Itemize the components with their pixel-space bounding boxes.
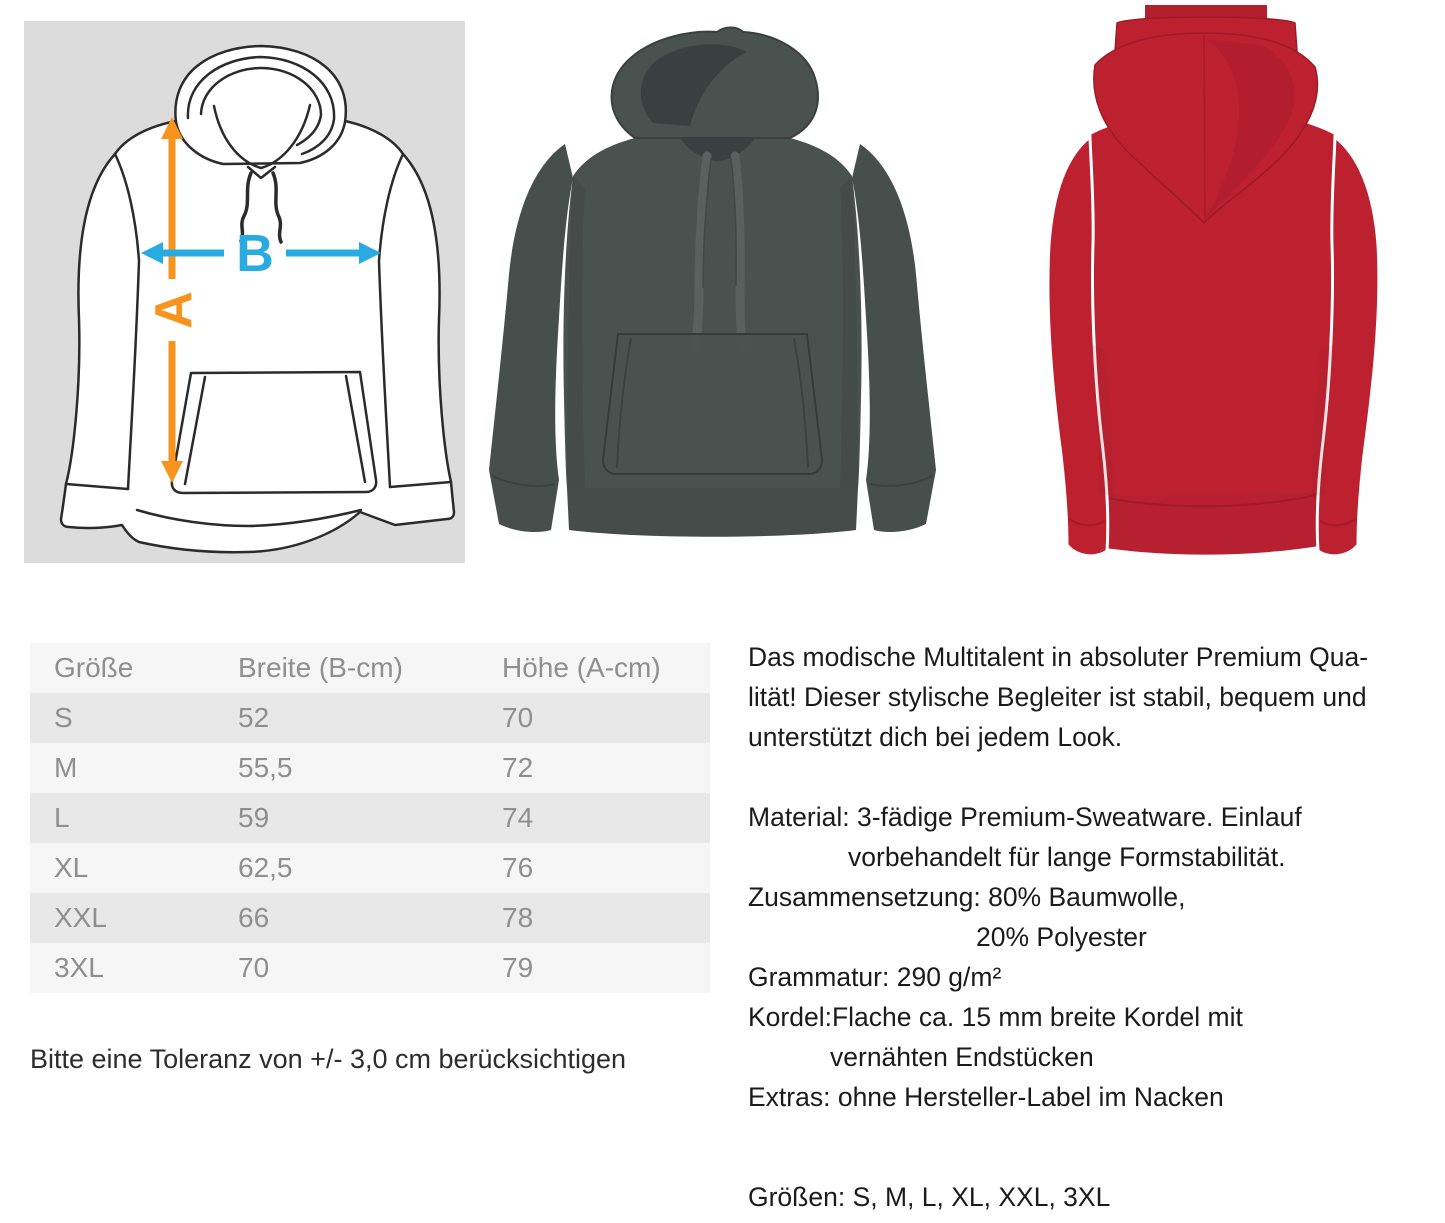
table-row <box>30 943 710 993</box>
description-line: Kordel:Flache ca. 15 mm breite Kordel mit <box>748 1002 1243 1032</box>
size-table-header-row <box>30 643 710 693</box>
table-cell: 72 <box>502 752 534 783</box>
table-cell: XL <box>54 852 89 883</box>
description-blank-line <box>748 1117 1410 1157</box>
table-cell: 79 <box>502 952 534 983</box>
table-header-cell: Höhe (A-cm) <box>502 652 661 683</box>
height-label-a: A <box>145 291 203 329</box>
description-line: Extras: ohne Hersteller-Label im Nacken <box>748 1082 1224 1112</box>
table-cell: 59 <box>238 802 270 833</box>
hoodie-front-illustration <box>485 18 940 563</box>
hoodie-back-photo <box>995 5 1430 570</box>
table-header-cell: Größe <box>54 652 134 683</box>
description-line: Grammatur: 290 g/m² <box>748 962 1002 992</box>
table-cell: 74 <box>502 802 534 833</box>
width-label-b: B <box>236 225 274 283</box>
table-cell: 76 <box>502 852 534 883</box>
description-line: Größen: S, M, L, XL, XXL, 3XL <box>748 1182 1111 1212</box>
description-line: vorbehandelt für lange Formstabilität. <box>848 842 1286 872</box>
size-diagram <box>24 21 465 563</box>
description-line: vernähten Endstücken <box>830 1042 1094 1072</box>
hoodie-back-illustration <box>995 5 1430 570</box>
table-cell: 62,5 <box>238 852 293 883</box>
table-cell: XXL <box>54 902 107 933</box>
hoodie-measure-illustration <box>24 21 465 563</box>
hoodie-front-shape <box>489 28 936 537</box>
table-cell: S <box>54 702 73 733</box>
description-line: Zusammensetzung: 80% Baumwolle, <box>748 882 1186 912</box>
description-line: Material: 3-fädige Premium-Sweatware. Einlauf <box>748 802 1302 832</box>
table-cell: 52 <box>238 702 270 733</box>
table-cell: 78 <box>502 902 534 933</box>
table-row <box>30 893 710 943</box>
table-row <box>30 693 710 743</box>
description-line: 20% Polyester <box>976 922 1147 952</box>
table-cell: 70 <box>502 702 534 733</box>
description-line: unterstützt dich bei jedem Look. <box>748 722 1123 752</box>
table-cell: 70 <box>238 952 270 983</box>
table-cell: 66 <box>238 902 270 933</box>
table-cell: 3XL <box>54 952 104 983</box>
hoodie-front-photo <box>485 18 940 563</box>
table-row <box>30 743 710 793</box>
table-cell: M <box>54 752 78 783</box>
table-header-cell: Breite (B-cm) <box>238 652 403 683</box>
hoodie-back-shape <box>1048 5 1379 556</box>
table-cell: 55,5 <box>238 752 293 783</box>
size-table-body <box>30 693 710 993</box>
size-table <box>30 643 710 993</box>
table-row <box>30 843 710 893</box>
product-description <box>748 637 1410 1217</box>
description-blank-line <box>748 757 1410 797</box>
tolerance-note: Bitte eine Toleranz von +/- 3,0 cm berücksichtigen <box>30 1044 627 1074</box>
description-line: Das modische Multitalent in absoluter Premium Qua- <box>748 642 1369 672</box>
table-row <box>30 793 710 843</box>
table-cell: L <box>54 802 70 833</box>
description-line: lität! Dieser stylische Begleiter ist stabil, bequem und <box>748 682 1367 712</box>
